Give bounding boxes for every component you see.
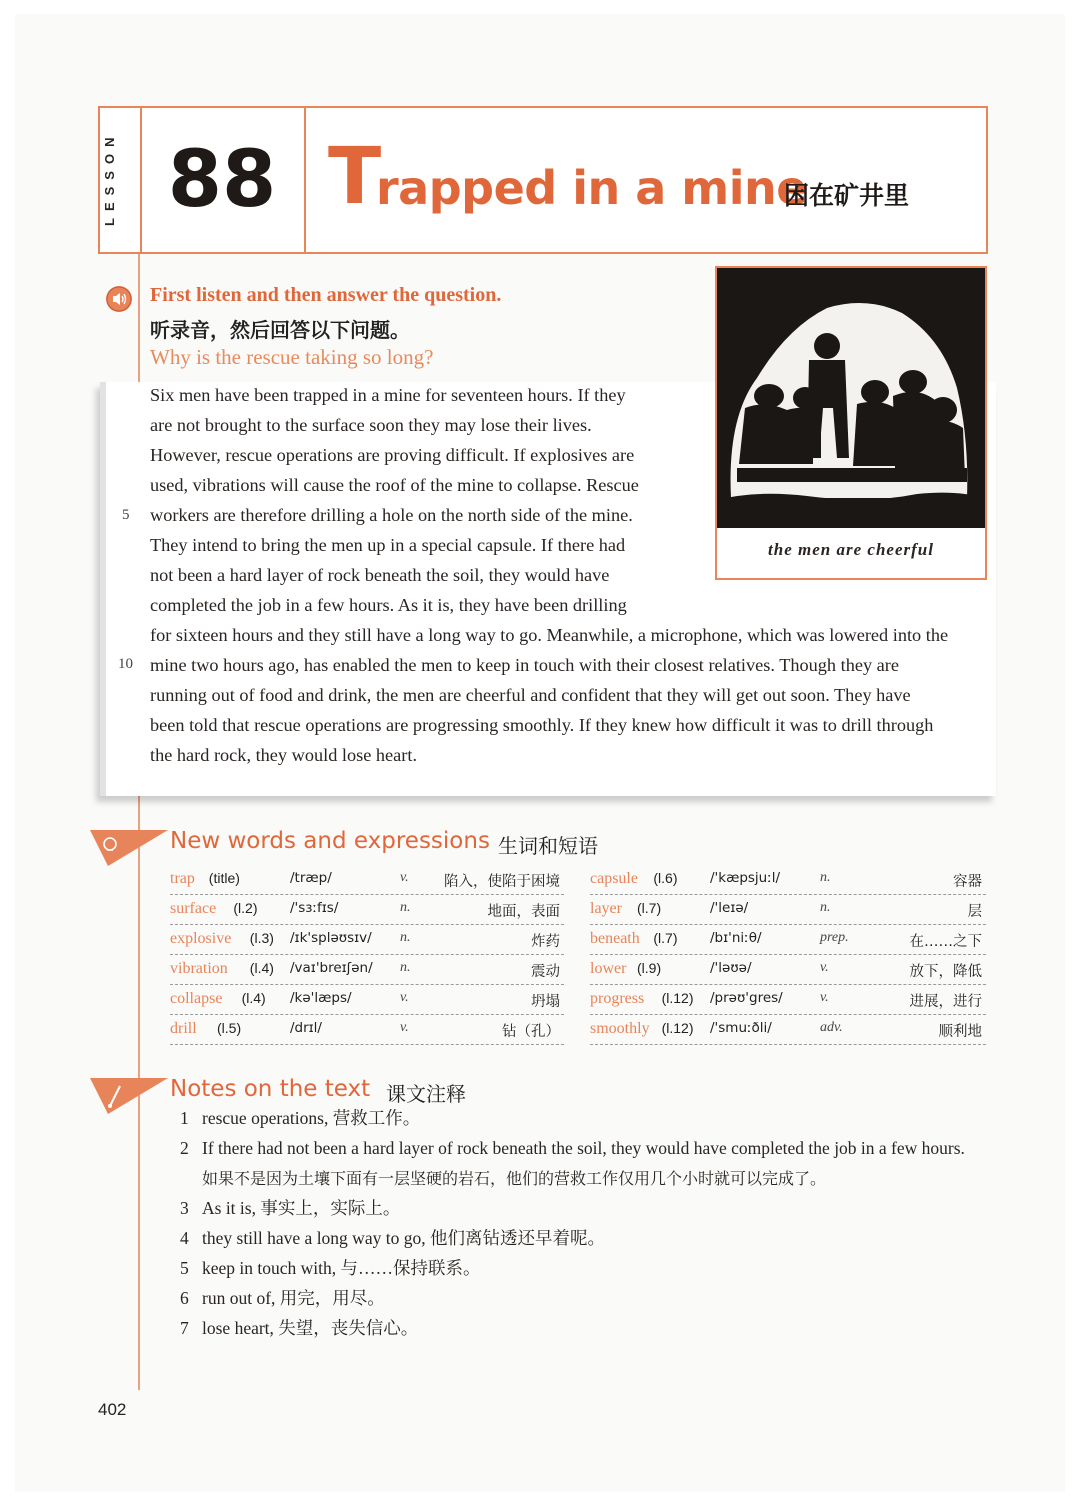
vocab-word: smoothly [590, 1020, 650, 1037]
vocab-meaning: 炸药 [531, 934, 560, 950]
vocab-row [590, 984, 986, 1015]
vocab-line-ref: (l.7) [653, 930, 678, 946]
vocab-row [590, 924, 986, 955]
vocab-word: capsule [590, 870, 638, 887]
note-item [180, 1136, 965, 1160]
vocab-part-of-speech: v. [400, 1020, 409, 1035]
notes-title: Notes on the text [170, 1076, 371, 1102]
lesson-title: rapped in a mine [376, 161, 807, 215]
vocab-row [590, 1014, 986, 1045]
note-number: 2 [180, 1138, 189, 1158]
vocab-word: vibration [170, 960, 228, 977]
vocab-row [590, 864, 986, 895]
lightbulb-icon [90, 828, 170, 868]
vocab-word: drill [170, 1020, 197, 1037]
vocab-word: progress [590, 990, 645, 1007]
note-number: 7 [180, 1318, 189, 1338]
vocab-phonetic: /kə'læps/ [290, 990, 352, 1006]
vocab-row [170, 894, 564, 925]
note-text: they still have a long way to go, 他们离钻透还早着呢。 [202, 1228, 605, 1248]
vocab-phonetic: /træp/ [290, 870, 332, 886]
line-number: 5 [122, 507, 130, 523]
vocab-part-of-speech: prep. [820, 930, 849, 945]
pen-icon [90, 1076, 170, 1116]
vocab-title: New words and expressions [170, 828, 490, 854]
vocab-part-of-speech: v. [400, 870, 409, 885]
vocab-meaning: 钻（孔） [502, 1024, 560, 1040]
vocab-line-ref: (l.5) [217, 1020, 242, 1036]
vocab-part-of-speech: n. [400, 900, 411, 915]
vocab-phonetic: /ɪk'spləʊsɪv/ [290, 930, 372, 946]
passage-line: for sixteen hours and they still have a long way to go. Meanwhile, a microphone, which was lowered into the [150, 625, 949, 645]
vocab-word: trap [170, 870, 195, 887]
vocab-word: explosive [170, 930, 232, 947]
passage-line: completed the job in a few hours. As it is, they have been drilling [150, 595, 627, 615]
passage-line: the hard rock, they would lose heart. [150, 745, 418, 765]
miners-silhouette-image [717, 268, 985, 528]
passage-line: used, vibrations will cause the roof of the mine to collapse. Rescue [150, 475, 639, 495]
vocab-line-ref: (l.9) [637, 960, 662, 976]
vocab-phonetic: /'sɜːfɪs/ [290, 900, 339, 916]
note-text: lose heart, 失望，丧失信心。 [202, 1318, 419, 1338]
vocab-phonetic: /'smuːðli/ [710, 1020, 772, 1036]
vocab-word: lower [590, 960, 627, 977]
passage-line: mine two hours ago, has enabled the men to keep in touch with their closest relatives. Though they are [150, 655, 899, 675]
vocab-line-ref: (l.7) [637, 900, 662, 916]
note-item [180, 1316, 418, 1340]
vocab-phonetic: /'kæpsjuːl/ [710, 870, 781, 886]
vocab-row [170, 864, 564, 895]
note-item [180, 1106, 420, 1130]
vocab-meaning: 容器 [953, 874, 982, 890]
illustration-caption: the men are cheerful [768, 540, 934, 559]
vocab-meaning: 坍塌 [531, 994, 560, 1010]
note-text: rescue operations, 营救工作。 [202, 1108, 421, 1128]
lesson-number: 88 [167, 135, 277, 225]
line-number: 10 [118, 656, 133, 672]
note-translation: 如果不是因为土壤下面有一层坚硬的岩石，他们的营救工作仅用几个小时就可以完成了。 [202, 1169, 827, 1188]
vocab-line-ref: (l.3) [249, 930, 274, 946]
note-item [180, 1226, 605, 1250]
vocab-part-of-speech: v. [400, 990, 409, 1005]
vocab-line-ref: (l.6) [653, 870, 678, 886]
vocab-phonetic: /bɪ'niːθ/ [710, 930, 762, 946]
lesson-header [98, 106, 988, 254]
vocab-row [170, 924, 564, 955]
note-item [180, 1256, 481, 1280]
vocab-part-of-speech: v. [820, 990, 829, 1005]
note-item [180, 1286, 385, 1310]
note-number: 6 [180, 1288, 189, 1308]
vocab-meaning: 进展，进行 [909, 994, 982, 1010]
vocab-part-of-speech: v. [820, 960, 829, 975]
note-text: keep in touch with, 与……保持联系。 [202, 1258, 481, 1278]
passage-line: not been a hard layer of rock beneath the soil, they would have [150, 565, 610, 585]
vocab-meaning: 震动 [531, 964, 560, 980]
speaker-icon[interactable] [106, 286, 132, 312]
vocab-meaning: 顺利地 [938, 1024, 982, 1040]
note-text: run out of, 用完，用尽。 [202, 1288, 385, 1308]
illustration [715, 266, 987, 580]
listen-prompt-cn: 听录音，然后回答以下问题。 [150, 318, 410, 342]
note-number: 3 [180, 1198, 189, 1218]
note-text: As it is, 事实上，实际上。 [202, 1198, 401, 1218]
note-number: 4 [180, 1228, 189, 1248]
vocab-row [170, 984, 564, 1015]
vocab-word: beneath [590, 930, 640, 947]
vocab-phonetic: /'ləʊə/ [710, 960, 752, 976]
page-number: 402 [98, 1400, 127, 1419]
vocab-word: layer [590, 900, 622, 917]
passage-line: workers are therefore drilling a hole on the north side of the mine. [150, 505, 633, 525]
passage-line: They intend to bring the men up in a special capsule. If there had [150, 535, 626, 555]
listen-question: Why is the rescue taking so long? [150, 345, 434, 369]
vocab-phonetic: /prəʊ'gres/ [710, 990, 783, 1006]
lesson-label: LESSON [102, 130, 117, 226]
vocab-part-of-speech: n. [400, 930, 411, 945]
passage-line: been told that rescue operations are progressing smoothly. If they knew how difficult it was to drill through [150, 715, 934, 735]
vocab-word: collapse [170, 990, 223, 1007]
vocab-meaning: 层 [967, 904, 982, 920]
vocab-row [170, 1014, 564, 1045]
vocab-part-of-speech: n. [400, 960, 411, 975]
vocab-line-ref: (l.2) [233, 900, 258, 916]
vocab-row [590, 894, 986, 925]
notes-title-cn: 课文注释 [386, 1082, 466, 1106]
vocab-part-of-speech: adv. [820, 1020, 843, 1035]
passage-line: However, rescue operations are proving difficult. If explosives are [150, 445, 635, 465]
vocab-meaning: 放下，降低 [909, 964, 982, 980]
title-initial: T [328, 132, 382, 222]
note-text: If there had not been a hard layer of rock beneath the soil, they would have completed the job in a few hours. [202, 1138, 965, 1158]
vocab-meaning: 地面，表面 [487, 904, 560, 920]
note-number: 5 [180, 1258, 189, 1278]
vocab-line-ref: (l.12) [661, 990, 694, 1006]
vocab-phonetic: /drɪl/ [290, 1020, 322, 1036]
passage-line: Six men have been trapped in a mine for seventeen hours. If they [150, 385, 626, 405]
passage-line: are not brought to the surface soon they may lose their lives. [150, 415, 592, 435]
vocab-phonetic: /'leɪə/ [710, 900, 749, 916]
vocab-line-ref: (l.4) [249, 960, 274, 976]
vocab-part-of-speech: n. [820, 870, 831, 885]
vocab-row [590, 954, 986, 985]
passage-line: running out of food and drink, the men are cheerful and confident that they will get out soon. They have [150, 685, 911, 705]
vocab-line-ref: (l.12) [661, 1020, 694, 1036]
vocab-line-ref: (title) [208, 870, 240, 886]
panel-edge [100, 382, 106, 796]
vocab-part-of-speech: n. [820, 900, 831, 915]
vocab-title-cn: 生词和短语 [498, 834, 598, 858]
note-item [180, 1196, 400, 1220]
vocab-row [170, 954, 564, 985]
vocab-word: surface [170, 900, 217, 917]
vocab-meaning: 陷入，使陷于困境 [444, 874, 560, 890]
lesson-title-cn: 困在矿井里 [784, 181, 910, 210]
vocab-meaning: 在……之下 [909, 934, 982, 950]
vocab-phonetic: /vaɪ'breɪʃən/ [290, 960, 373, 976]
vocab-line-ref: (l.4) [241, 990, 266, 1006]
listen-prompt: First listen and then answer the question. [150, 284, 502, 306]
note-number: 1 [180, 1108, 189, 1128]
